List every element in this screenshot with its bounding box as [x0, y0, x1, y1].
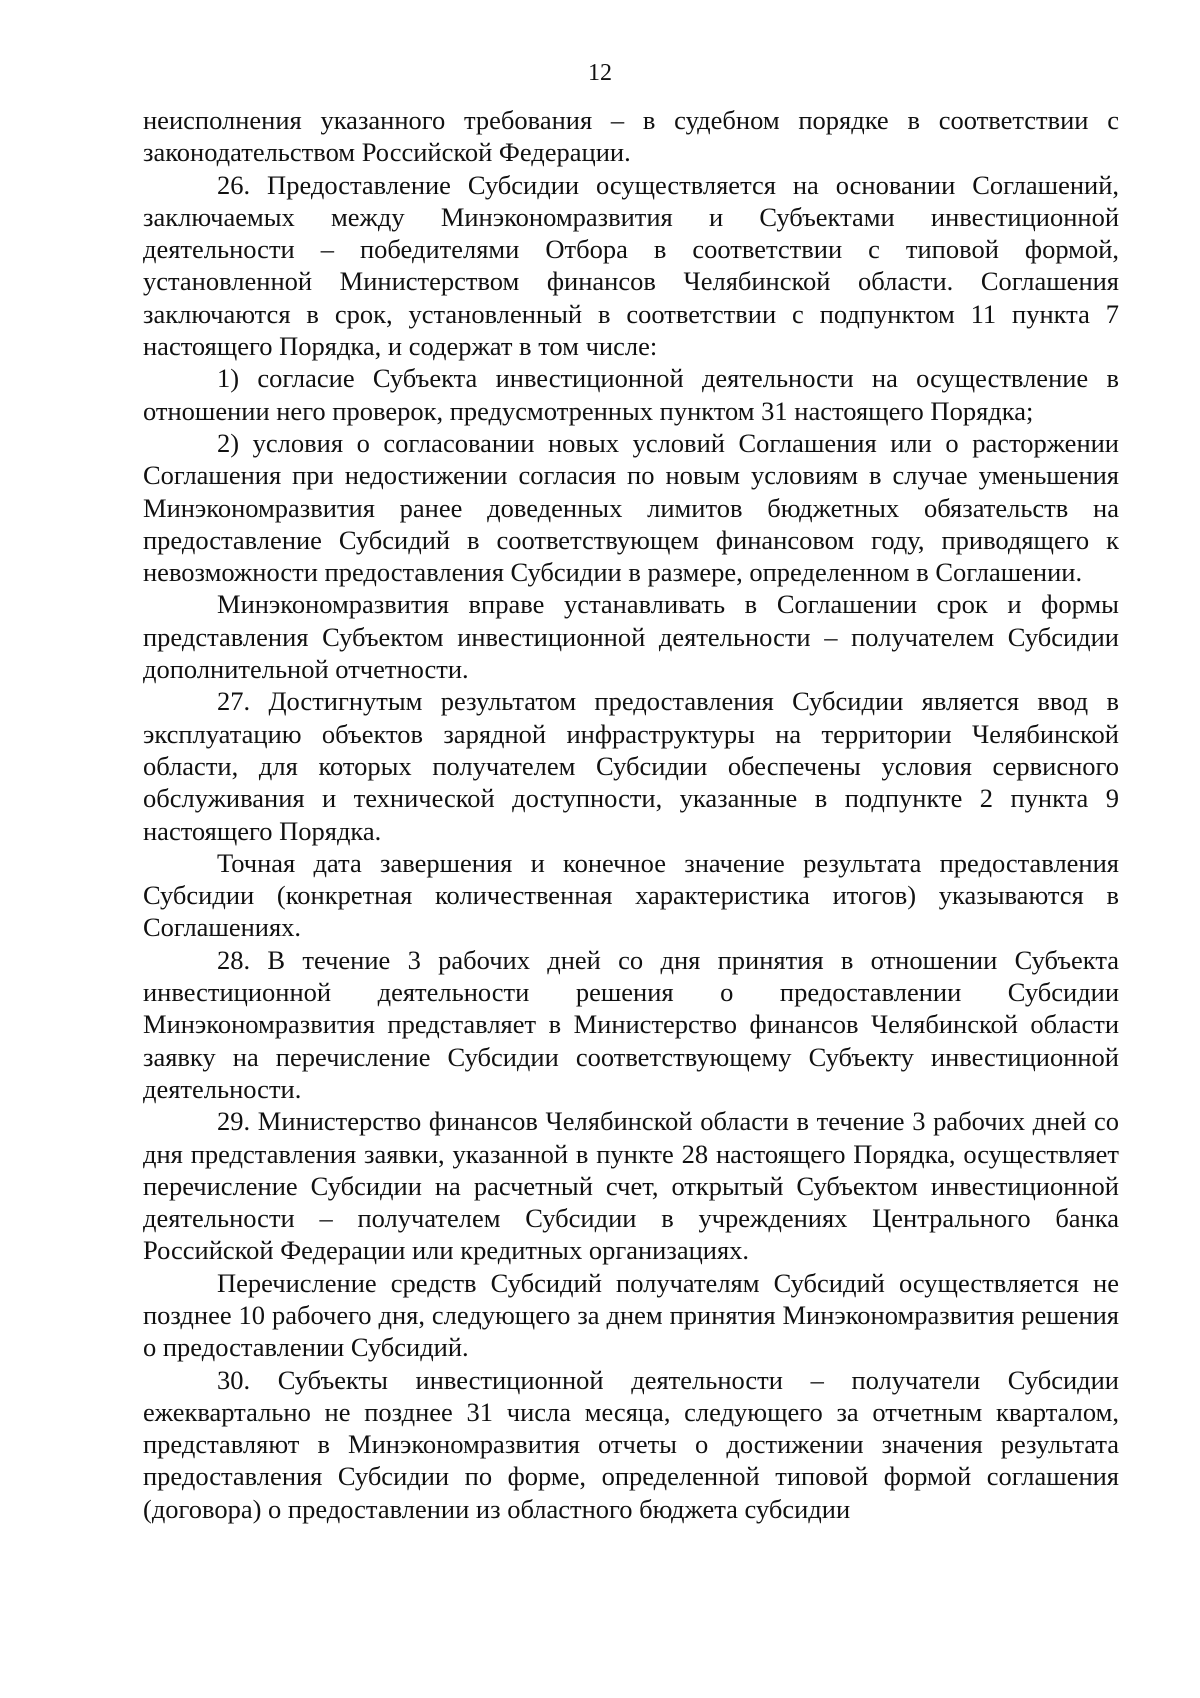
- page-number: 12: [588, 60, 612, 86]
- paragraph-transfer-deadline: Перечисление средств Субсидий получателям Субсидий осуществляется не позднее 10 рабочего дня, следующего за днем принятия Минэкономразвития решения о предоставлении Субсидий.: [143, 1267, 1119, 1363]
- paragraph-reporting-terms: Минэкономразвития вправе устанавливать в Соглашении срок и формы представления Субъектом инвестиционной деятельности – получателем Субсидии дополнительной отчетности.: [143, 589, 1119, 685]
- paragraph-item-28: 28. В течение 3 рабочих дней со дня принятия в отношении Субъекта инвестиционной деятельности решения о предоставлении Субсидии Минэкономразвития представляет в Министерство финансов Челябинской области заявку на перечисление Субсидии соответствующему Субъекту инвестиционной деятельности.: [143, 944, 1119, 1104]
- paragraph-item-30: 30. Субъекты инвестиционной деятельности – получатели Субсидии ежеквартально не позднее 31 числа месяца, следующего за отчетным кварталом, представляют в Минэкономразвития отчеты о достижении значения результата предоставления Субсидии по форме, определенной типовой формой соглашения (договора) о предоставлении из областного бюджета субсидии: [143, 1364, 1119, 1524]
- document-body: [143, 104, 1119, 1525]
- paragraph-subitem-1: 1) согласие Субъекта инвестиционной деятельности на осуществление в отношении него проверок, предусмотренных пунктом 31 настоящего Порядка;: [143, 363, 1119, 426]
- paragraph-subitem-2: 2) условия о согласовании новых условий Соглашения или о расторжении Соглашения при недостижении согласия по новым условиям в случае уменьшения Минэкономразвития ранее доведенных лимитов бюджетных обязательств на предоставление Субсидий в соответствующем финансовом году, приводящего к невозможности предоставления Субсидии в размере, определенном в Соглашении.: [143, 427, 1119, 588]
- paragraph-result-date: Точная дата завершения и конечное значение результата предоставления Субсидии (конкретная количественная характеристика итогов) указываются в Соглашениях.: [143, 847, 1119, 943]
- paragraph-item-26: 26. Предоставление Субсидии осуществляется на основании Соглашений, заключаемых между Минэкономразвития и Субъектами инвестиционной деятельности – победителями Отбора в соответствии с типовой формой, установленной Министерством финансов Челябинской области. Соглашения заключаются в срок, установленный в соответствии с подпунктом 11 пункта 7 настоящего Порядка, и содержат в том числе:: [143, 169, 1119, 362]
- paragraph-item-27: 27. Достигнутым результатом предоставления Субсидии является ввод в эксплуатацию объектов зарядной инфраструктуры на территории Челябинской области, для которых получателем Субсидии обеспечены условия сервисного обслуживания и технической доступности, указанные в подпункте 2 пункта 9 настоящего Порядка.: [143, 686, 1119, 846]
- paragraph-continuation: неисполнения указанного требования – в судебном порядке в соответствии с законодательством Российской Федерации.: [143, 105, 1119, 168]
- paragraph-item-29: 29. Министерство финансов Челябинской области в течение 3 рабочих дней со дня представления заявки, указанной в пункте 28 настоящего Порядка, осуществляет перечисление Субсидии на расчетный счет, открытый Субъектом инвестиционной деятельности – получателем Субсидии в учреждениях Центрального банка Российской Федерации или кредитных организациях.: [143, 1106, 1119, 1266]
